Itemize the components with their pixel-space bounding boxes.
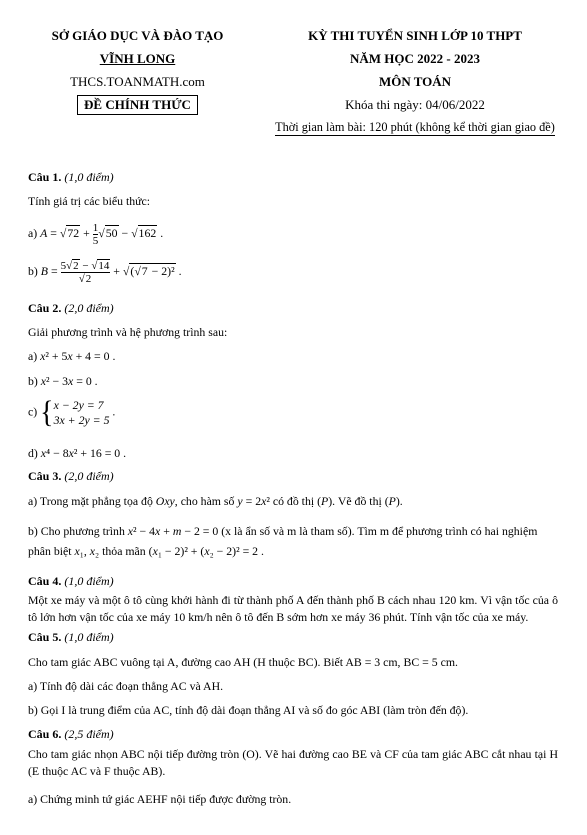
q4-heading: Câu 4. (1,0 điểm) xyxy=(28,574,114,588)
q6-heading: Câu 6. (2,5 điểm) xyxy=(28,727,114,741)
q5-part-a: a) Tính độ dài các đoạn thẳng AC và AH. xyxy=(28,679,224,693)
q4-body: Một xe máy và một ô tô cùng khởi hành đi từ thành phố A đến thành phố B cách nhau 120 km. Vì vận tốc của ô tô lớn hơn vận tốc của xe máy 10 km/h nên ô tô đến B sớm hơn xe máy 36 phút. Tính vận tốc của xe máy. xyxy=(28,593,558,624)
q2-part-d: d) x⁴ − 8x² + 16 = 0 . xyxy=(28,446,127,460)
subject: MÔN TOÁN xyxy=(378,74,452,89)
q1-part-b: b) B = $\frac{5√2 - √14}{√2}$ + √(√7 − 2)² . xyxy=(28,260,182,285)
q2-intro: Giải phương trình và hệ phương trình sau: xyxy=(28,325,228,339)
province: VĨNH LONG xyxy=(99,51,176,66)
q5-body: Cho tam giác ABC vuông tại A, đường cao AH (H thuộc BC). Biết AB = 3 cm, BC = 5 cm. xyxy=(28,655,458,669)
q3-part-b-line2: phân biệt x₁, x₂ thỏa mãn (x₁ − 2)² + (x₂ − 2)² = 2 . xyxy=(28,544,264,558)
school-dept: SỞ GIÁO DỤC VÀ ĐÀO TẠO xyxy=(51,28,224,43)
school-year: NĂM HỌC 2022 - 2023 xyxy=(350,51,480,66)
q5-heading: Câu 5. (1,0 điểm) xyxy=(28,630,114,644)
q2-part-c: c) {x − 2y = 7 3x + 2y = 5 . xyxy=(28,395,116,430)
exam-date: Khóa thi ngày: 04/06/2022 xyxy=(345,97,485,112)
q3-part-a: a) Trong mặt phẳng tọa độ Oxy, cho hàm số y = 2x² có đồ thị (P). Vẽ đồ thị (P). xyxy=(28,494,403,508)
site-name: THCS.TOANMATH.com xyxy=(70,74,205,89)
q1-heading: Câu 1. (1,0 điểm) xyxy=(28,170,114,184)
q2-part-b: b) x² − 3x = 0 . xyxy=(28,374,98,388)
official-badge: ĐỀ CHÍNH THỨC xyxy=(20,95,255,115)
q3-part-b-line1: b) Cho phương trình x² − 4x + m − 2 = 0 (x là ẩn số và m là tham số). Tìm m để phương trình có hai nghiệm xyxy=(28,524,538,538)
q6-body: Cho tam giác nhọn ABC nội tiếp đường tròn (O). Vẽ hai đường cao BE và CF của tam giác ABC cắt nhau tại H (E thuộc AC và F thuộc AB). xyxy=(28,747,558,778)
exam-title: KỲ THI TUYỂN SINH LỚP 10 THPT xyxy=(308,28,522,43)
q1-part-a: a) A = √72 + $\frac{1}{5}$ √50 − √162 . xyxy=(28,222,164,247)
q6-part-a: a) Chứng minh tứ giác AEHF nội tiếp được đường tròn. xyxy=(28,792,292,806)
q5-part-b: b) Gọi I là trung điểm của AC, tính độ dài đoạn thẳng AI và số đo góc ABI (làm tròn đến độ). xyxy=(28,703,469,717)
q2-heading: Câu 2. (2,0 điểm) xyxy=(28,301,114,315)
q1-intro: Tính giá trị các biểu thức: xyxy=(28,194,151,208)
exam-duration: Thời gian làm bài: 120 phút (không kể thời gian giao đề) xyxy=(275,120,555,134)
q2-part-a: a) x² + 5x + 4 = 0 . xyxy=(28,349,116,363)
q3-heading: Câu 3. (2,0 điểm) xyxy=(28,469,114,483)
